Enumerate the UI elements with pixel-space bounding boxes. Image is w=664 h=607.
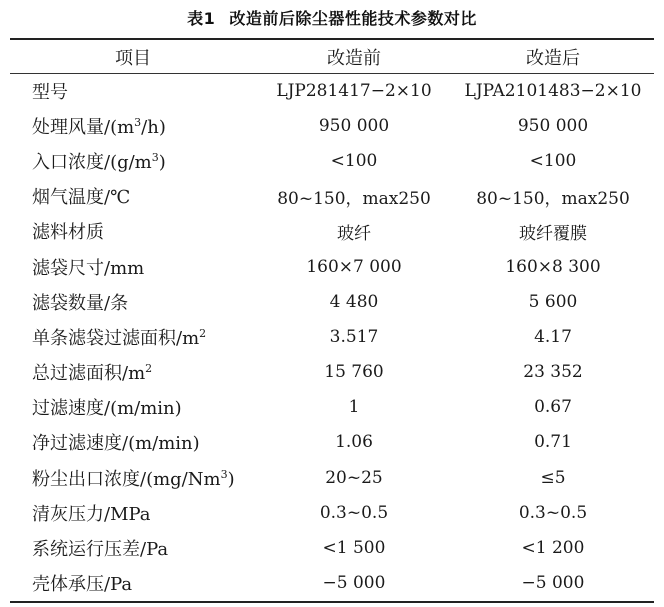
- value-after: LJPA2101483−2×10: [464, 80, 642, 101]
- value-before: 80~150，max250: [277, 188, 431, 209]
- row-label: [10, 143, 256, 178]
- row-label-suffix: ): [158, 151, 166, 173]
- row-label-text: 入口浓度/(g/m: [32, 151, 152, 173]
- table-number: 表1: [187, 9, 216, 28]
- unit-exponent: 3: [151, 150, 159, 164]
- row-label: [10, 530, 256, 565]
- table-row: [10, 495, 654, 530]
- table-row: [10, 566, 654, 601]
- value-after: 玻纤覆膜: [519, 223, 587, 244]
- value-after: 0.3~0.5: [518, 502, 588, 523]
- table-row: [10, 249, 654, 284]
- unit-exponent: 2: [145, 362, 153, 376]
- row-label: [10, 460, 256, 495]
- row-label-text: 壳体承压/Pa: [32, 574, 133, 596]
- value-after: <100: [529, 150, 577, 171]
- table-bottom-rule: [10, 601, 654, 603]
- header-item: 项目: [115, 47, 151, 69]
- row-label-text: 粉尘出口浓度/(mg/Nm: [32, 468, 221, 490]
- value-after: 160×8 300: [505, 256, 601, 277]
- table-row: [10, 179, 654, 214]
- table-row: [10, 355, 654, 390]
- header-after: 改造后: [526, 47, 580, 69]
- row-label-text: 清灰压力/MPa: [32, 503, 151, 525]
- table-row: [10, 284, 654, 319]
- row-label: [10, 73, 256, 108]
- row-label: [10, 319, 256, 354]
- table-row: [10, 530, 654, 565]
- row-label-text: 系统运行压差/Pa: [32, 539, 169, 561]
- table-row: [10, 214, 654, 249]
- value-before: 1.06: [335, 432, 373, 453]
- value-before: 4 480: [329, 291, 379, 312]
- value-before: 20~25: [325, 467, 383, 488]
- unit-exponent: 3: [220, 467, 228, 481]
- row-label-text: 过滤速度/(m/min): [32, 398, 182, 420]
- row-label-suffix: /h): [141, 116, 166, 138]
- row-label-text: 滤袋数量/条: [32, 292, 129, 314]
- row-label: [10, 179, 256, 214]
- row-label: [10, 390, 256, 425]
- value-before: LJP281417−2×10: [276, 80, 432, 101]
- value-before: 玻纤: [337, 223, 371, 244]
- row-label: [10, 566, 256, 601]
- row-label: [10, 495, 256, 530]
- row-label-suffix: ): [227, 468, 235, 490]
- row-label-text: 总过滤面积/m: [32, 363, 146, 385]
- table-title: 改造前后除尘器性能技术参数对比: [229, 9, 477, 28]
- table-row: [10, 143, 654, 178]
- table-row: [10, 425, 654, 460]
- value-before: −5 000: [322, 573, 386, 594]
- value-after: −5 000: [521, 573, 585, 594]
- row-label-text: 烟气温度/℃: [32, 187, 131, 209]
- row-label: [10, 249, 256, 284]
- unit-exponent: 2: [199, 326, 207, 340]
- value-before: 950 000: [318, 115, 390, 136]
- table-header-row: [10, 40, 654, 73]
- value-after: <1 200: [521, 538, 585, 559]
- table-row: [10, 108, 654, 143]
- table-row: [10, 390, 654, 425]
- row-label-text: 净过滤速度/(m/min): [32, 433, 200, 455]
- row-label-text: 滤料材质: [32, 222, 104, 244]
- row-label: [10, 355, 256, 390]
- value-before: 0.3~0.5: [319, 502, 389, 523]
- value-after: 0.71: [534, 432, 572, 453]
- value-before: 160×7 000: [306, 256, 402, 277]
- row-label: [10, 284, 256, 319]
- value-after: ≤5: [540, 467, 566, 488]
- value-before: 3.517: [329, 326, 379, 347]
- unit-exponent: 3: [134, 115, 142, 129]
- table-body: [10, 73, 654, 601]
- value-after: 80~150，max250: [476, 188, 630, 209]
- value-after: 0.67: [534, 397, 572, 418]
- value-after: 5 600: [528, 291, 578, 312]
- row-label-text: 单条滤袋过滤面积/m: [32, 327, 200, 349]
- table-caption: [0, 6, 664, 29]
- value-after: 950 000: [517, 115, 589, 136]
- table-row: [10, 319, 654, 354]
- header-before: 改造前: [327, 47, 381, 69]
- row-label: [10, 108, 256, 143]
- value-before: 15 760: [324, 362, 384, 383]
- value-after: 23 352: [523, 362, 583, 383]
- row-label-text: 型号: [32, 81, 68, 103]
- table-row: [10, 73, 654, 108]
- row-label-text: 滤袋尺寸/mm: [32, 257, 145, 279]
- value-after: 4.17: [534, 326, 572, 347]
- row-label-text: 处理风量/(m: [32, 116, 135, 138]
- value-before: 1: [348, 397, 360, 418]
- row-label: [10, 214, 256, 249]
- parameter-table: [10, 40, 654, 601]
- row-label: [10, 425, 256, 460]
- table-row: [10, 460, 654, 495]
- value-before: <1 500: [322, 538, 386, 559]
- value-before: <100: [330, 150, 378, 171]
